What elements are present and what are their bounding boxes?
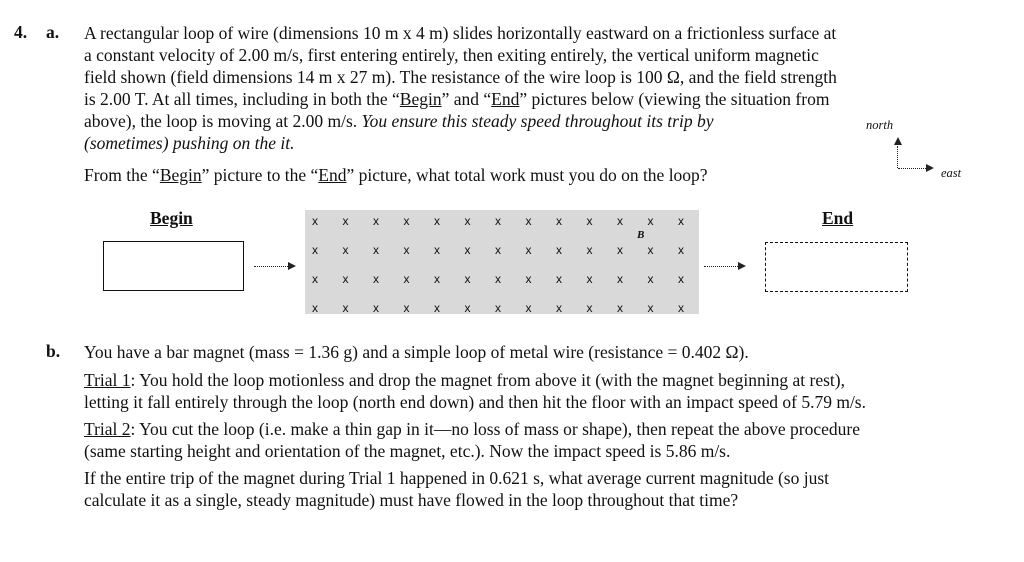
field-x-symbol: x <box>647 272 654 286</box>
end-label: End <box>822 208 854 228</box>
field-x-symbol: x <box>312 214 318 228</box>
field-x-symbol: x <box>403 214 410 228</box>
part-a-line-2: a constant velocity of 2.00 m/s, first entering entirely, then exiting entirely, the vertical uniform magnetic <box>84 45 819 65</box>
begin-label: Begin <box>150 208 193 228</box>
field-x-symbol: x <box>342 301 349 315</box>
field-x-symbol: x <box>342 214 349 228</box>
part-a-line-3: field shown (field dimensions 14 m x 27 m). The resistance of the wire loop is 100 Ω, and the field strength <box>84 67 837 87</box>
field-x-symbol: x <box>434 272 440 286</box>
part-b-label: b. <box>46 341 61 361</box>
field-x-symbol: x <box>373 301 379 315</box>
field-x-symbol: x <box>586 301 593 315</box>
field-x-symbol: x <box>647 301 654 315</box>
field-x-symbol: x <box>525 272 532 286</box>
problem-number: 4. <box>14 22 28 42</box>
trial-1-line-2: letting it fall entirely through the loop (north end down) and then hit the floor with an impact speed of 5.79 m/s. <box>84 392 866 412</box>
part-a-line-5: above), the loop is moving at 2.00 m/s. You ensure this steady speed throughout its trip by <box>84 111 714 131</box>
field-x-symbol: x <box>678 214 684 228</box>
field-x-symbol: x <box>525 214 532 228</box>
field-x-symbol: x <box>525 301 532 315</box>
trial-2-line-1: Trial 2: You cut the loop (i.e. make a thin gap in it—no loss of mass or shape), then repeat the above procedure <box>84 419 861 439</box>
field-x-symbol: x <box>556 243 562 257</box>
field-x-symbol: x <box>586 243 593 257</box>
field-x-symbol: x <box>617 243 623 257</box>
field-x-symbol: x <box>403 243 410 257</box>
field-x-symbol: x <box>586 214 593 228</box>
loop-begin <box>103 241 244 291</box>
field-x-symbol: x <box>373 243 379 257</box>
trial-2-line-2: (same starting height and orientation of the magnet, etc.). Now the impact speed is 5.86 m/s. <box>84 441 731 461</box>
field-x-symbol: x <box>434 214 440 228</box>
field-x-symbol: x <box>312 301 318 315</box>
field-x-symbol: x <box>342 243 349 257</box>
field-x-symbol: x <box>617 301 623 315</box>
field-x-symbol: x <box>556 214 562 228</box>
field-x-symbol: x <box>373 272 379 286</box>
part-a-line-4: is 2.00 T. At all times, including in both the “Begin” and “End” pictures below (viewing the situation from <box>84 89 830 109</box>
field-x-symbol: x <box>647 243 654 257</box>
field-x-symbol: x <box>434 243 440 257</box>
part-a-line-1: A rectangular loop of wire (dimensions 10 m x 4 m) slides horizontally eastward on a frictionless surface at <box>84 23 837 43</box>
magnetic-field-region <box>305 210 699 314</box>
field-x-symbol: x <box>678 272 684 286</box>
field-x-symbol: x <box>617 272 623 286</box>
compass-east-label: east <box>941 166 962 180</box>
field-x-symbol: x <box>525 243 532 257</box>
field-x-symbol: x <box>464 272 471 286</box>
field-x-symbol: x <box>495 214 501 228</box>
field-x-symbol: x <box>678 243 684 257</box>
compass-north-label: north <box>866 118 894 132</box>
trial-1-line-1: Trial 1: You hold the loop motionless and drop the magnet from above it (with the magnet beginning at rest), <box>84 370 845 390</box>
field-x-symbol: x <box>464 214 471 228</box>
field-x-symbol: x <box>556 301 562 315</box>
field-x-symbol: x <box>556 272 562 286</box>
field-x-symbol: x <box>464 301 471 315</box>
loop-end <box>765 242 908 292</box>
field-x-symbol: x <box>312 243 318 257</box>
part-a-line-6: (sometimes) pushing on the it. <box>84 133 295 153</box>
field-x-symbol: x <box>678 301 684 315</box>
field-x-symbol: x <box>464 243 471 257</box>
field-x-symbol: x <box>312 272 318 286</box>
field-x-symbol: x <box>495 272 501 286</box>
field-x-symbol: x <box>342 272 349 286</box>
field-x-symbol: x <box>495 301 501 315</box>
field-label: B <box>637 229 645 241</box>
field-x-symbol: x <box>495 243 501 257</box>
field-x-symbol: x <box>647 214 654 228</box>
field-x-symbol: x <box>373 214 379 228</box>
field-x-symbol: x <box>403 301 410 315</box>
part-b-question-line-2: calculate it as a single, steady magnitude) must have flowed in the loop throughout that time? <box>84 490 739 510</box>
field-x-symbol: x <box>434 301 440 315</box>
part-b-line-1: You have a bar magnet (mass = 1.36 g) and a simple loop of metal wire (resistance = 0.402 Ω). <box>84 342 749 362</box>
part-a-question: From the “Begin” picture to the “End” picture, what total work must you do on the loop? <box>84 165 708 185</box>
field-x-symbol: x <box>586 272 593 286</box>
field-x-symbol: x <box>617 214 623 228</box>
part-a-label: a. <box>46 22 60 42</box>
field-x-symbol: x <box>403 272 410 286</box>
part-b-question-line-1: If the entire trip of the magnet during Trial 1 happened in 0.621 s, what average current magnitude (so just <box>84 468 830 488</box>
